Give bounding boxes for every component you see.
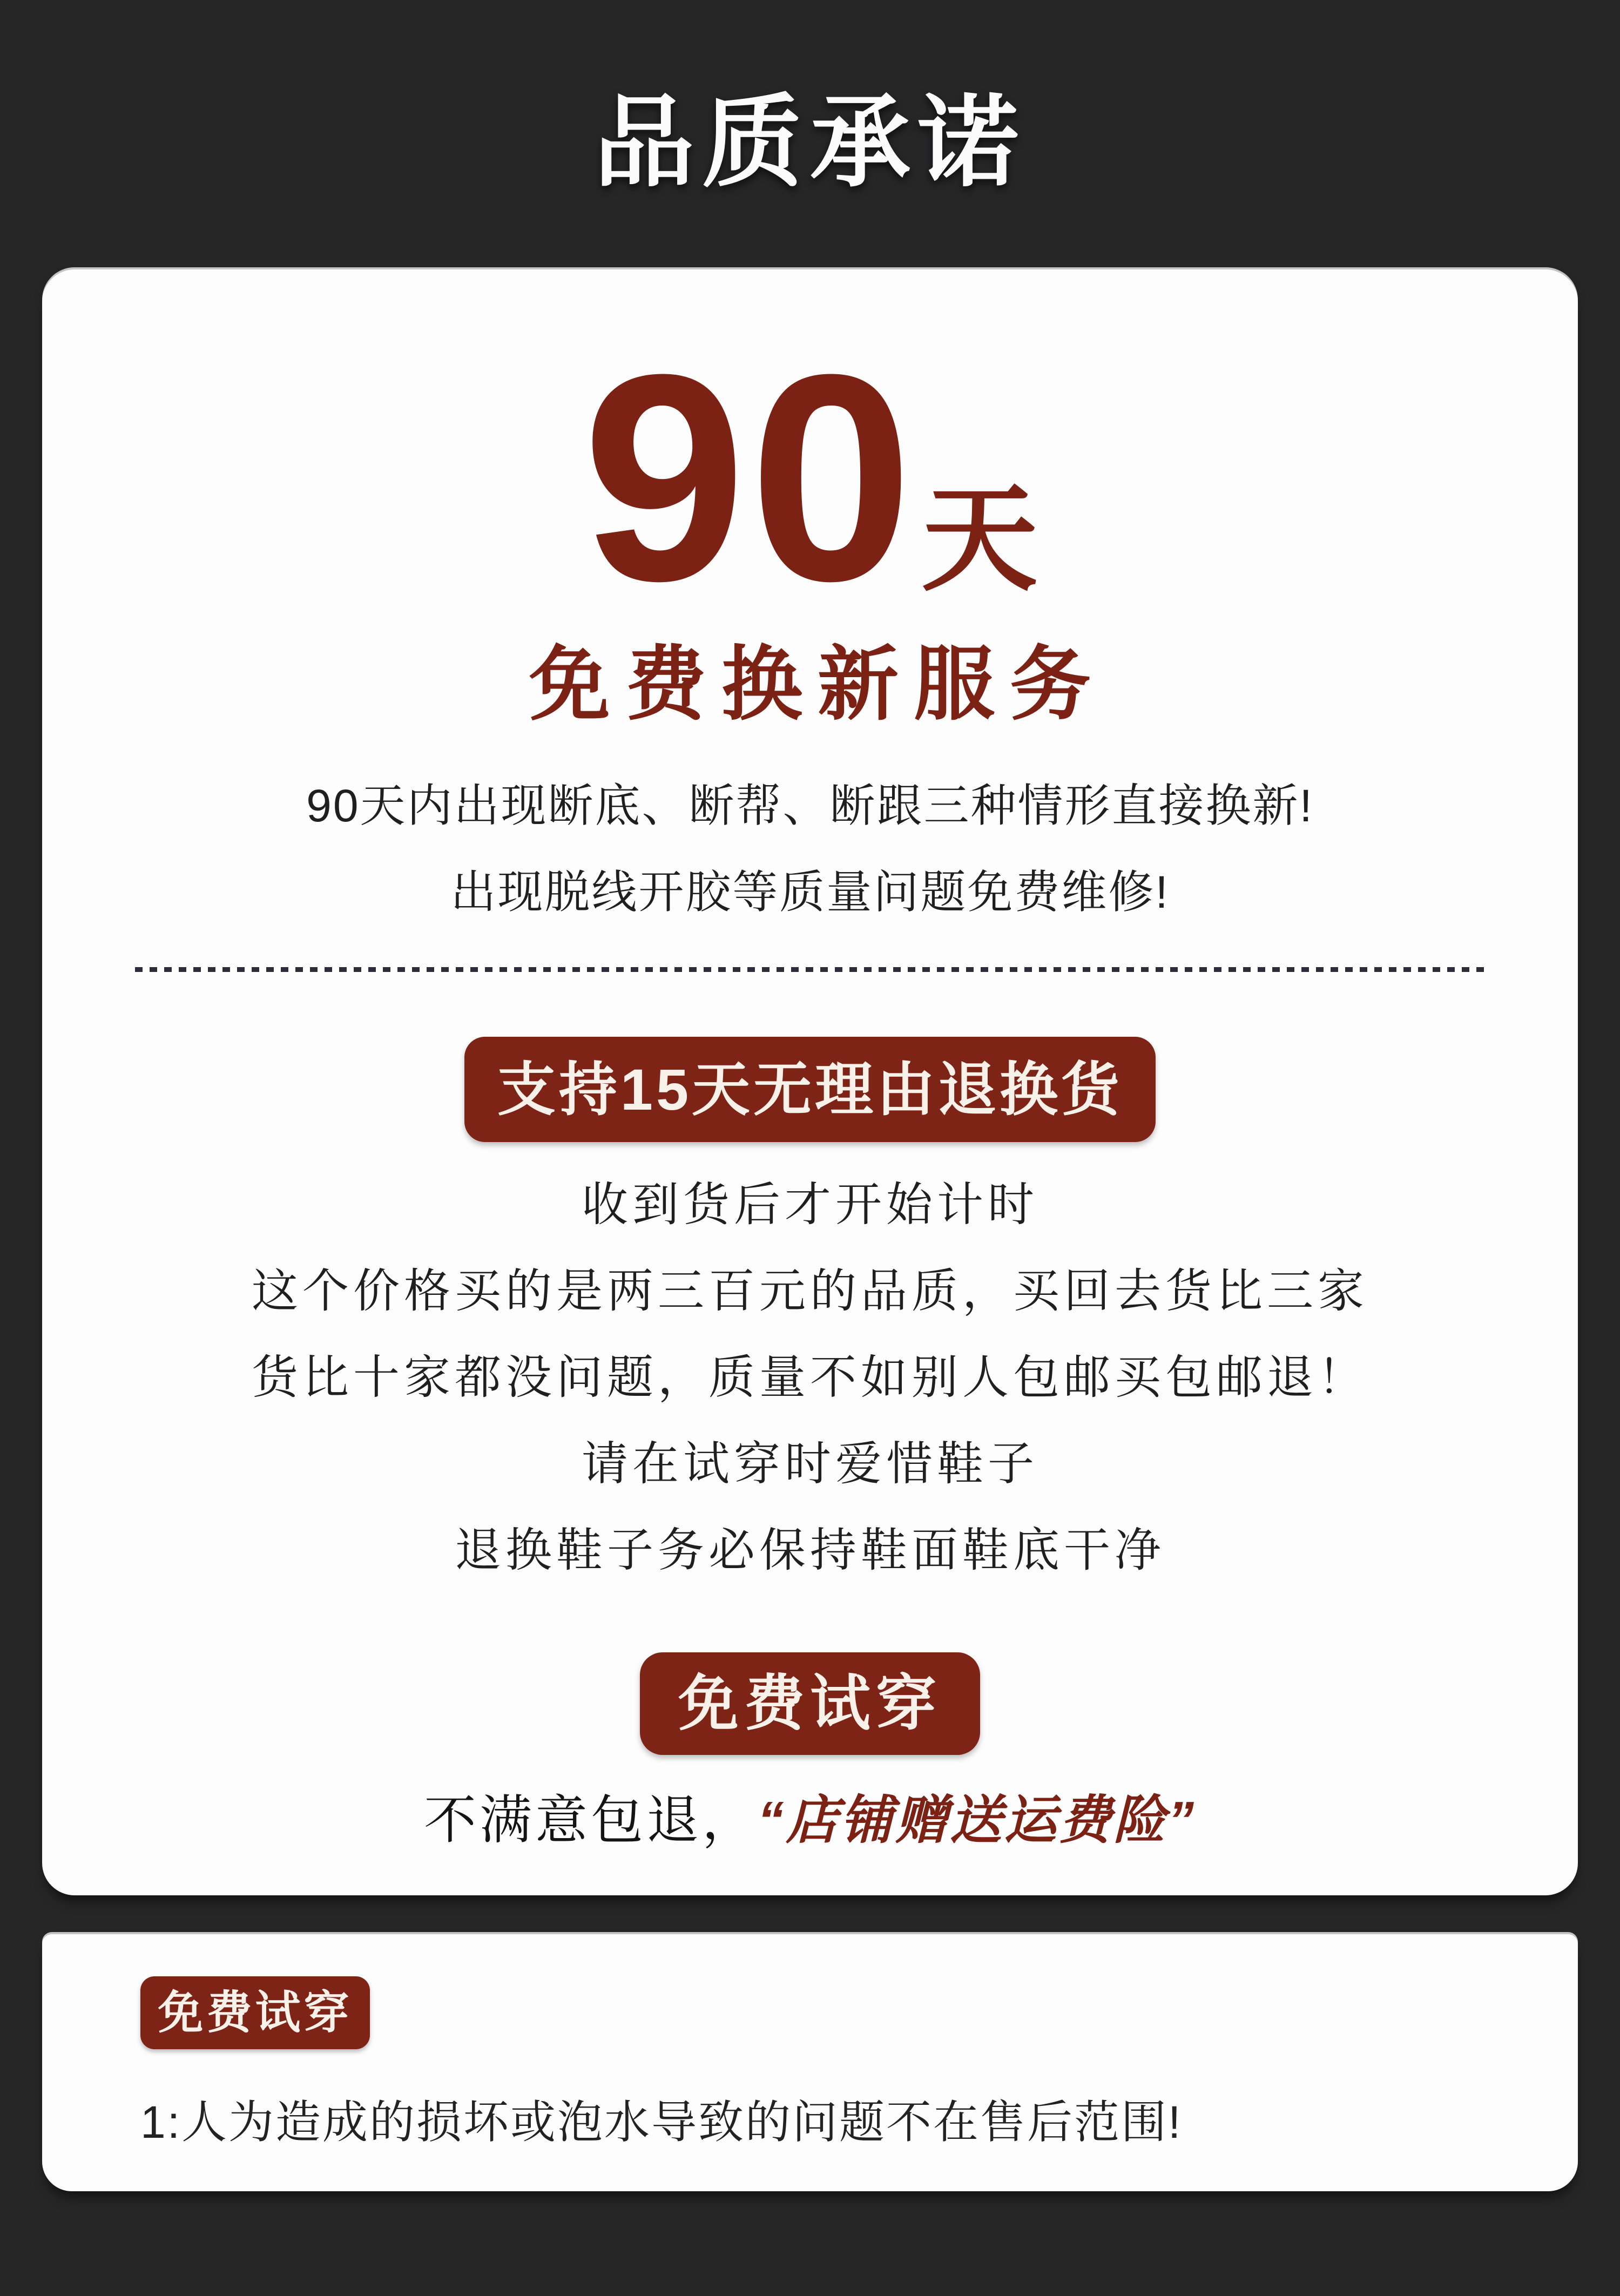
return-policy-button[interactable]: 支持15天无理由退换货 (464, 1037, 1156, 1142)
return-policy-details (42, 1161, 1578, 1593)
page-title: 品质承诺 (593, 87, 1026, 199)
replacement-policy-text (42, 762, 1578, 935)
detail-line-2: 这个价格买的是两三百元的品质，买回去货比三家 (252, 1265, 1368, 1317)
days-unit: 天 (921, 474, 1038, 604)
detail-line-5: 退换鞋子务必保持鞋面鞋底干净 (455, 1524, 1165, 1576)
detail-line-4: 请在试穿时爱惜鞋子 (582, 1438, 1038, 1490)
ninety-number: 90 (582, 314, 916, 642)
ninety-days-headline (42, 314, 1578, 642)
detail-line-1: 收到货后才开始计时 (582, 1179, 1038, 1231)
policy-line-2: 出现脱线开胶等质量问题免费维修! (450, 867, 1170, 917)
free-replacement-subtitle: 免费换新服务 (529, 639, 1106, 730)
refund-guarantee-line (42, 1788, 1578, 1853)
dashed-divider (135, 967, 1485, 972)
refund-guarantee-text: 不满意包退， (424, 1791, 758, 1849)
free-tryon-button[interactable]: 免费试穿 (640, 1652, 980, 1755)
free-tryon-badge: 免费试穿 (140, 1976, 370, 2049)
after-sales-note: 1:人为造成的损坏或泡水导致的问题不在售后范围! (140, 2097, 1183, 2148)
after-sales-notes-card (42, 1932, 1578, 2191)
quality-promise-card (42, 267, 1578, 1895)
policy-line-1: 90天内出现断底、断帮、断跟三种情形直接换新! (306, 780, 1314, 831)
detail-line-3: 货比十家都没问题，质量不如别人包邮买包邮退！ (252, 1352, 1368, 1403)
shipping-insurance-highlight: “店铺赠送运费险” (758, 1791, 1196, 1849)
